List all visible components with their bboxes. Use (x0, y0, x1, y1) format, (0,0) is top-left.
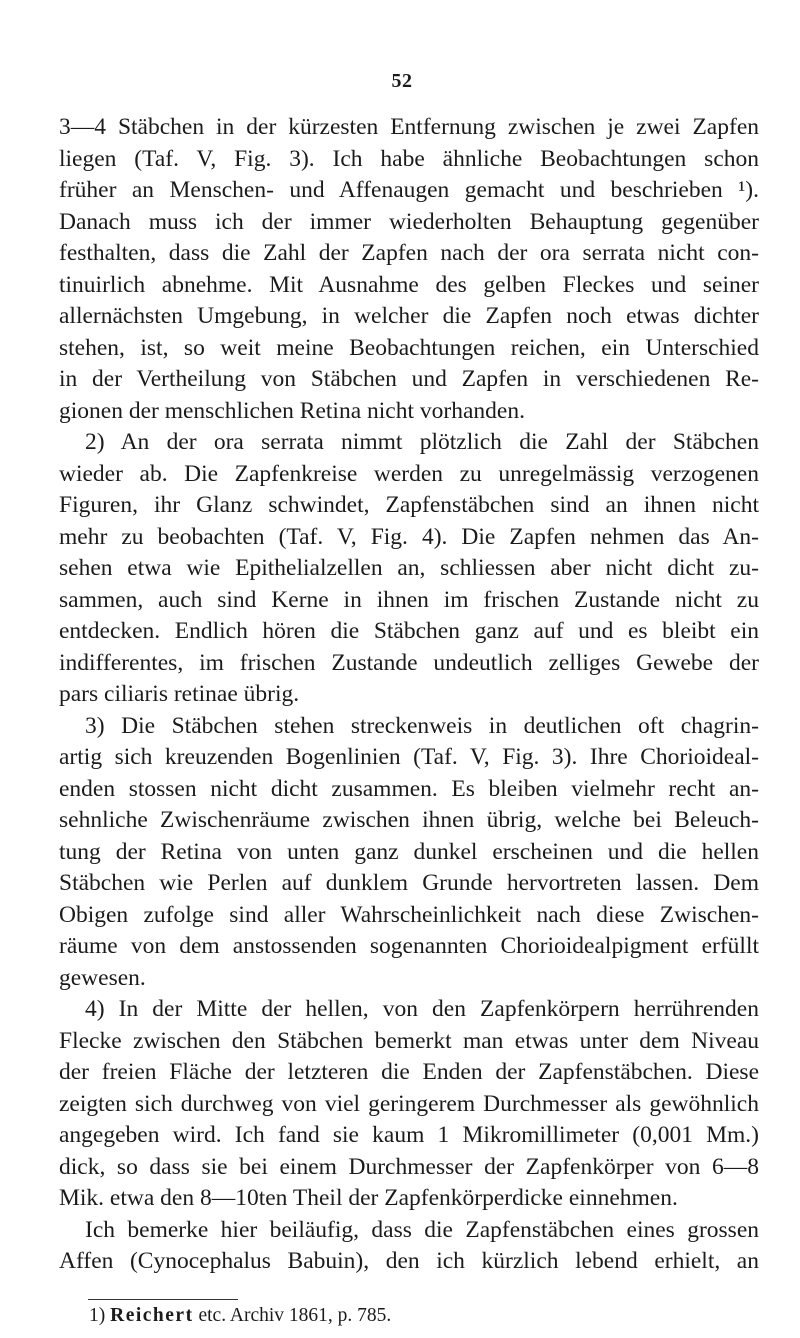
text-line: gewesen. (59, 964, 146, 991)
text-line: 3) Die Stäbchen stehen streckenweis in deutlichen oft chagrin- (85, 712, 759, 739)
text-line: allernächsten Umgebung, in welcher die Zapfen noch etwas dichter (59, 303, 759, 329)
text-line: liegen (Taf. V, Fig. 3). Ich habe ähnliche Beobachtungen schon (59, 145, 759, 172)
text-line: mehr zu beobachten (Taf. V, Fig. 4). Die Zapfen nehmen das An- (59, 523, 759, 550)
text-line: Stäbchen wie Perlen auf dunklem Grunde hervortreten lassen. Dem (59, 870, 759, 896)
paragraph (59, 994, 759, 1215)
text-line: Ich bemerke hier beiläufig, dass die Zapfenstäbchen eines grossen (85, 1216, 759, 1243)
text-line: zeigten sich durchweg von viel geringerem Durchmesser als gewöhnlich (59, 1090, 759, 1117)
text-line: Flecke zwischen den Stäbchen bemerkt man etwas unter dem Niveau (59, 1027, 759, 1054)
text-line: Affen (Cynocephalus Babuin), den ich kürzlich lebend erhielt, an (59, 1248, 759, 1274)
text-line: 2) An der ora serrata nimmt plötzlich die Zahl der Stäbchen (85, 429, 759, 455)
text-line: sehen etwa wie Epithelialzellen an, schliessen aber nicht dicht zu- (59, 555, 759, 581)
paragraph (59, 427, 759, 711)
paragraph (59, 1215, 759, 1278)
text-line: festhalten, dass die Zahl der Zapfen nach der ora serrata nicht con- (59, 240, 759, 266)
text-line: sehnliche Zwischenräume zwischen ihnen übrig, welche bei Beleuch- (59, 807, 759, 833)
paragraph (59, 711, 759, 995)
footnote-reference: etc. Archiv 1861, p. 785. (198, 1305, 392, 1326)
text-line: indifferentes, im frischen Zustande undeutlich zelliges Gewebe der (59, 649, 759, 676)
text-line: pars ciliaris retinae übrig. (59, 681, 300, 707)
text-line: Danach muss ich der immer wiederholten Behauptung gegenüber (59, 208, 759, 235)
text-line: artig sich kreuzenden Bogenlinien (Taf. V, Fig. 3). Ihre Chorioideal- (59, 744, 759, 770)
text-line: dick, so dass sie bei einem Durchmesser der Zapfenkörper von 6—8 (59, 1153, 759, 1180)
page-number: 52 (391, 70, 413, 92)
text-line: in der Vertheilung von Stäbchen und Zapfen in verschiedenen Re- (59, 366, 759, 392)
body-text (59, 112, 759, 1278)
footnote-author: Reichert (110, 1305, 194, 1326)
paragraph (59, 112, 759, 427)
footnote-divider (88, 1299, 238, 1300)
text-line: wieder ab. Die Zapfenkreise werden zu unregelmässig verzogenen (59, 460, 759, 487)
text-line: entdecken. Endlich hören die Stäbchen ganz auf und es bleibt ein (59, 618, 759, 644)
text-line: Obigen zufolge sind aller Wahrscheinlichkeit nach diese Zwischen- (59, 901, 759, 928)
text-line: tung der Retina von unten ganz dunkel erscheinen und die hellen (59, 838, 759, 865)
text-line: früher an Menschen- und Affenaugen gemacht und beschrieben ¹). (59, 177, 759, 203)
text-line: sammen, auch sind Kerne in ihnen im frischen Zustande nicht zu (59, 586, 759, 613)
text-line: angegeben wird. Ich fand sie kaum 1 Mikromillimeter (0,001 Mm.) (59, 1122, 759, 1148)
text-line: Mik. etwa den 8—10ten Theil der Zapfenkörperdicke einnehmen. (59, 1185, 678, 1211)
text-line: 4) In der Mitte der hellen, von den Zapfenkörpern herrührenden (85, 996, 759, 1022)
text-line: tinuirlich abnehme. Mit Ausnahme des gelben Fleckes und seiner (59, 271, 759, 298)
footnote-marker: 1) (89, 1305, 106, 1326)
text-line: gionen der menschlichen Retina nicht vorhanden. (59, 397, 525, 424)
text-line: 3—4 Stäbchen in der kürzesten Entfernung zwischen je zwei Zapfen (59, 114, 759, 140)
text-line: der freien Fläche der letzteren die Enden der Zapfenstäbchen. Diese (59, 1059, 759, 1085)
footnote (89, 1305, 391, 1327)
text-line: Figuren, ihr Glanz schwindet, Zapfenstäbchen sind an ihnen nicht (59, 492, 759, 518)
text-line: räume von dem anstossenden sogenannten Chorioidealpigment erfüllt (59, 933, 759, 959)
text-line: enden stossen nicht dicht zusammen. Es bleiben vielmehr recht an- (59, 775, 759, 802)
text-line: stehen, ist, so weit meine Beobachtungen reichen, ein Unterschied (59, 334, 759, 361)
